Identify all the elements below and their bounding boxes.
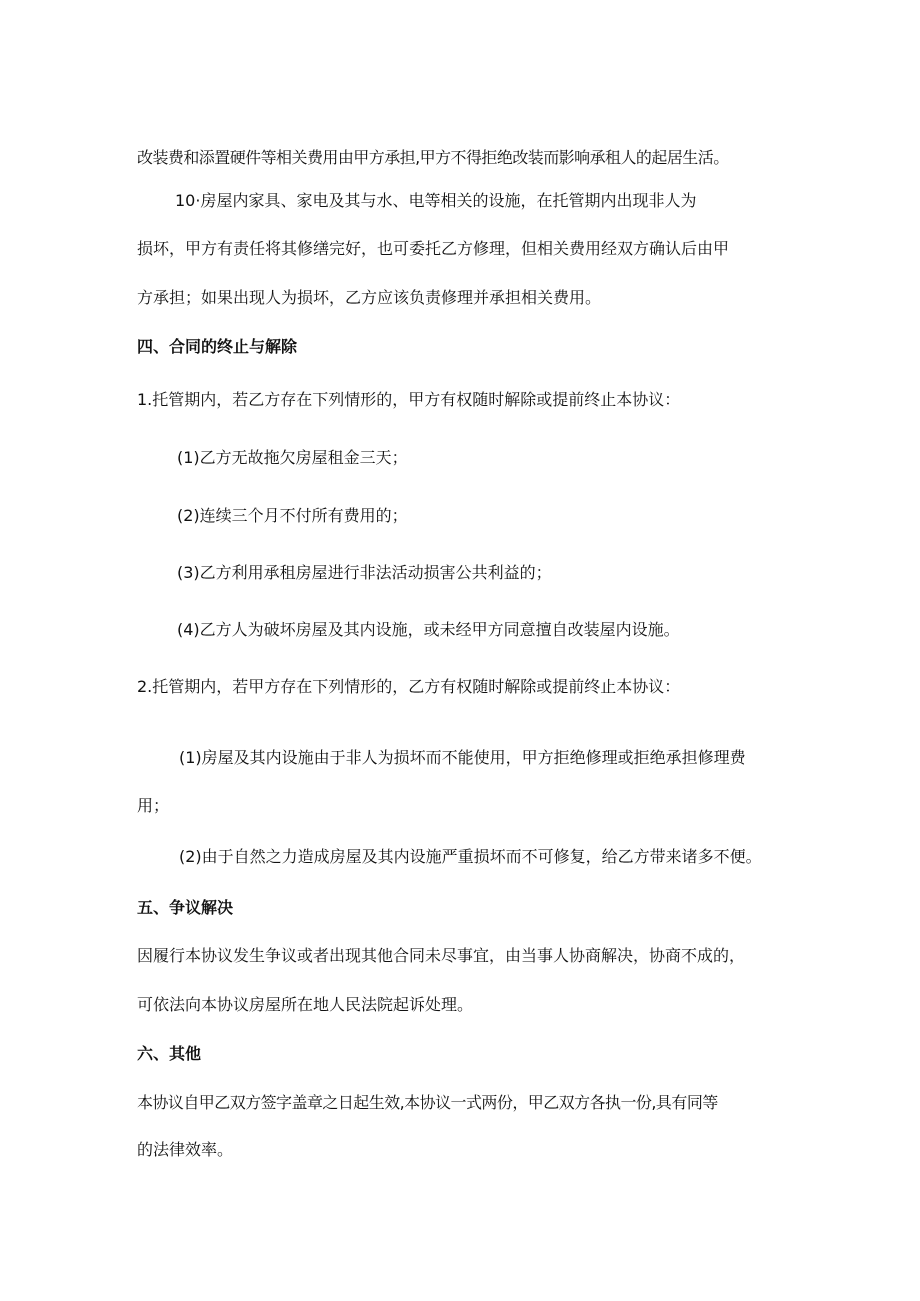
- paragraph-line: 改装费和添置硬件等相关费用由甲方承担,甲方不得拒绝改装而影响承租人的起居生活。: [137, 148, 729, 167]
- section-heading: 四、合同的终止与解除: [137, 337, 298, 356]
- list-item: (2)连续三个月不付所有费用的；: [177, 506, 408, 525]
- list-item: (2)由于自然之力造成房屋及其内设施严重损坏而不可修复，给乙方带来诸多不便。: [179, 847, 762, 866]
- paragraph-line: 的法律效率。: [137, 1140, 234, 1159]
- section-heading: 六、其他: [137, 1044, 202, 1063]
- paragraph-line: 可依法向本协议房屋所在地人民法院起诉处理。: [137, 995, 474, 1014]
- list-item: (1)乙方无故拖欠房屋租金三天；: [177, 448, 408, 467]
- list-item: 用；: [137, 796, 170, 815]
- paragraph-line: 2.托管期内，若甲方存在下列情形的，乙方有权随时解除或提前终止本协议：: [137, 677, 681, 696]
- paragraph-line: 1.托管期内，若乙方存在下列情形的，甲方有权随时解除或提前终止本协议：: [137, 390, 681, 409]
- paragraph-line: 方承担；如果出现人为损坏，乙方应该负责修理并承担相关费用。: [137, 288, 602, 307]
- paragraph-line: 因履行本协议发生争议或者出现其他合同未尽事宜，由当事人协商解决，协商不成的，: [137, 946, 746, 965]
- paragraph-line: 10·房屋内家具、家电及其与水、电等相关的设施，在托管期内出现非人为: [175, 191, 697, 210]
- paragraph-line: 本协议自甲乙双方签字盖章之日起生效,本协议一式两份，甲乙双方各执一份,具有同等: [137, 1093, 718, 1112]
- list-item: (4)乙方人为破坏房屋及其内设施，或未经甲方同意擅自改装屋内设施。: [177, 620, 680, 639]
- list-item: (3)乙方利用承租房屋进行非法活动损害公共利益的；: [177, 563, 552, 582]
- section-heading: 五、争议解决: [137, 898, 234, 917]
- list-item: (1)房屋及其内设施由于非人为损坏而不能使用，甲方拒绝修理或拒绝承担修理费: [179, 748, 746, 767]
- paragraph-line: 损坏，甲方有责任将其修缮完好，也可委托乙方修理，但相关费用经双方确认后由甲: [137, 239, 730, 258]
